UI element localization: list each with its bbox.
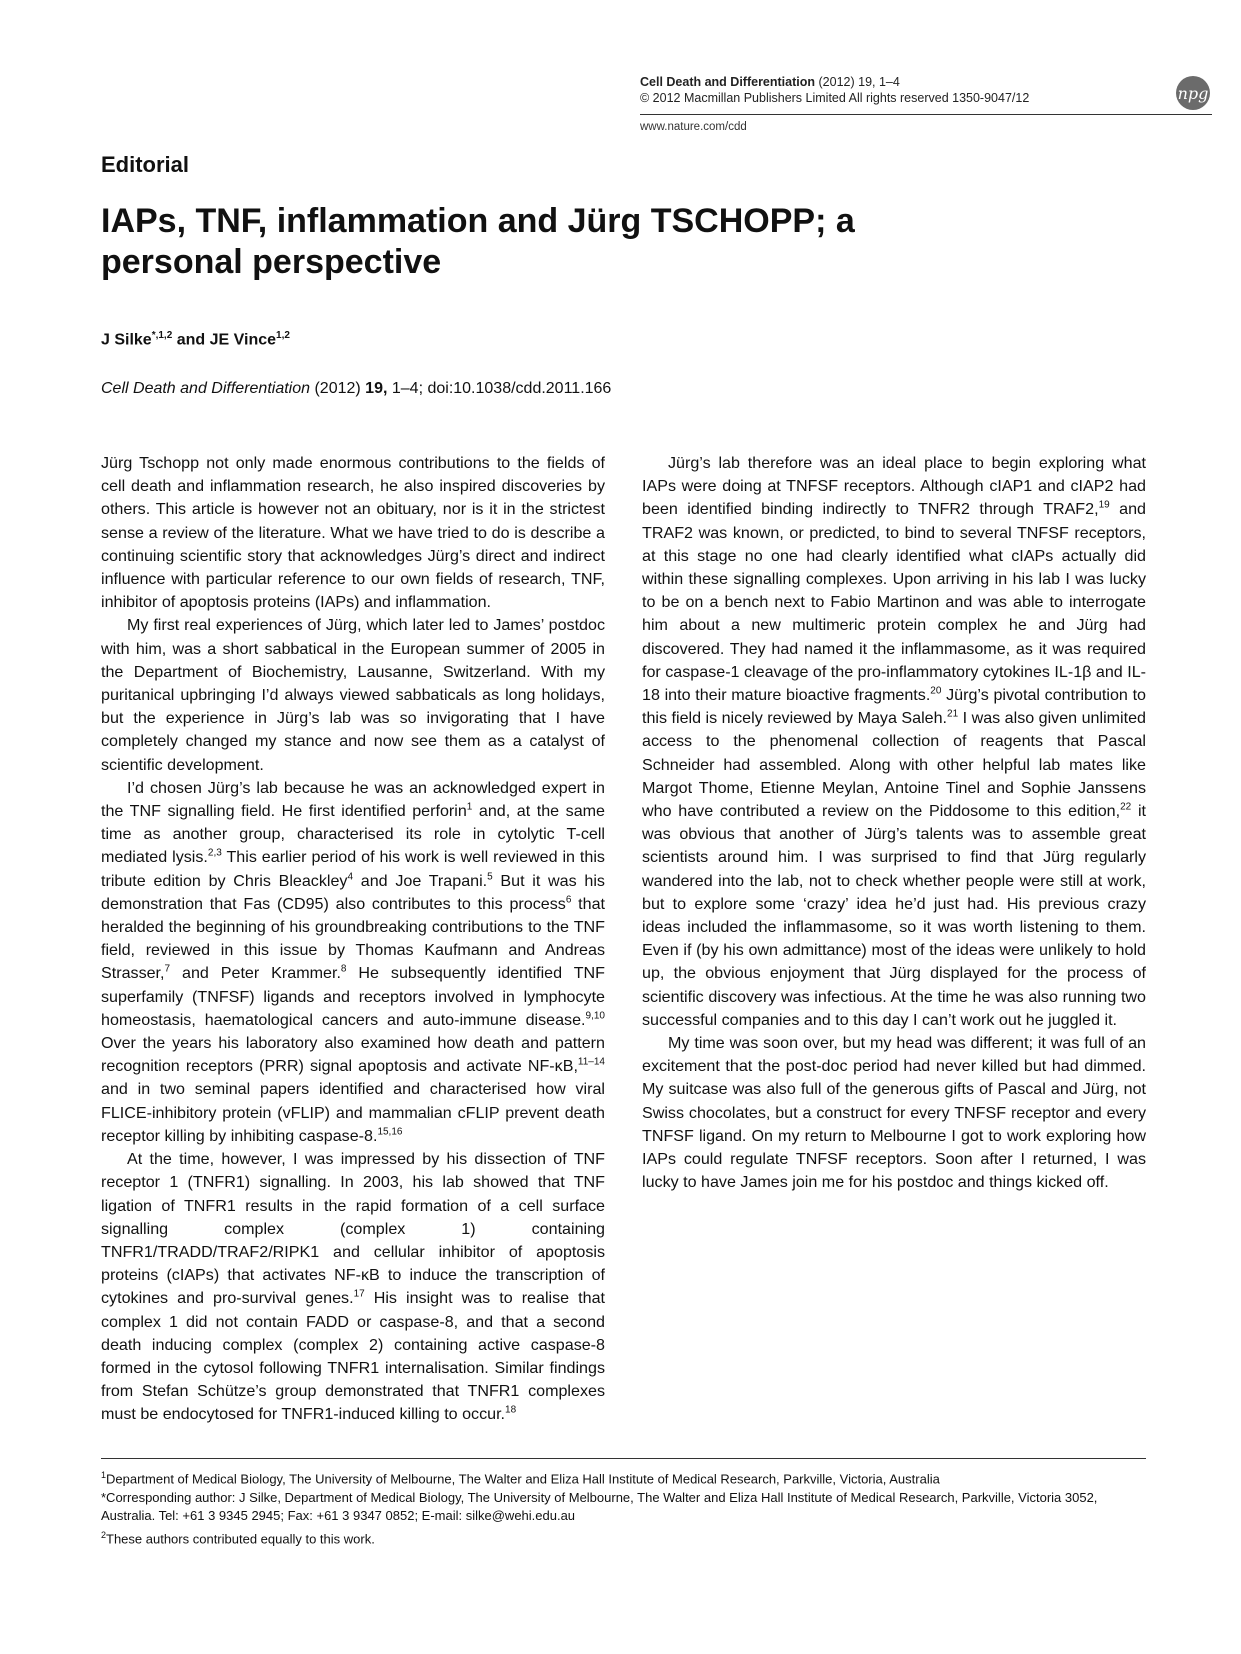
- paragraph-3: [101, 777, 605, 1148]
- paragraph-5: [642, 452, 1146, 1032]
- author-vince: and JE Vince: [176, 331, 277, 349]
- reference-marker[interactable]: 5: [487, 871, 493, 883]
- footnote-correspondence: *Corresponding author: J Silke, Department of Medical Biology, The University of Melbourne, The Walter and Eliza Hall Institute of Medical Research, Parkville, Victoria 3052, Australia. Tel: +61 3 9345 2945; Fax: +61 3 9347 0852; E-mail: silke@wehi.edu.au: [101, 1489, 1098, 1524]
- author-vince-affiliation: 1,2: [276, 330, 290, 341]
- citation-journal: Cell Death and Differentiation: [101, 380, 311, 397]
- reference-marker[interactable]: 22: [1120, 801, 1132, 813]
- journal-header: [640, 74, 1029, 106]
- text-run: Jürg’s pivotal contribution to this field is nicely reviewed by Maya Saleh.: [642, 686, 1147, 728]
- journal-url-link[interactable]: www.nature.com/cdd: [640, 121, 747, 133]
- footnotes: [101, 1466, 1146, 1549]
- citation-year: (2012): [314, 380, 361, 397]
- reference-marker[interactable]: 2,3: [207, 848, 222, 860]
- text-run: But it was his demonstration that Fas (CD95) also contributes to this process: [101, 871, 605, 913]
- reference-marker[interactable]: 7: [164, 964, 171, 976]
- paragraph-4: [101, 1148, 605, 1426]
- section-label: Editorial: [101, 152, 190, 177]
- paragraph-2: My first real experiences of Jürg, which later led to James’ postdoc with him, was a short sabbatical in the European summer of 2005 in the Department of Biochemistry, Lausanne, Switzerland. With my puritanical upbringing I’d always viewed sabbaticals as long holidays, but the experience in Jürg’s lab was so invigorating that I have completely changed my stance and now see them as a catalyst of scientific development.: [101, 616, 605, 774]
- text-run: and Peter Krammer.: [170, 964, 341, 983]
- header-divider: [640, 114, 1212, 115]
- reference-marker[interactable]: 9,10: [585, 1010, 605, 1022]
- author-silke: J Silke: [101, 331, 152, 349]
- paragraph-1: Jürg Tschopp not only made enormous contributions to the fields of cell death and inflammation research, he also inspired discoveries by others. This article is however not an obituary, nor is it in the strictest sense a review of the literature. What we have tried to do is describe a continuing scientific story that acknowledges Jürg’s direct and indirect influence with particular reference to our own fields of research, TNF, inhibitor of apoptosis proteins (IAPs) and inflammation.: [101, 454, 605, 612]
- footnote-equal-contribution: [101, 1526, 1146, 1549]
- text-run: At the time, however, I was impressed by his dissection of TNF receptor 1 (TNFR1) signalling. In 2003, his lab showed that TNF ligation of TNFR1 results in the rapid formation of a cell surface signalling complex (complex 1) containing TNFR1/TRADD/TRAF2/RIPK1 and cellular inhibitor of apoptosis proteins (cIAPs) that activates NF-κB to induce the transcription of cytokines and pro-survival genes.: [101, 1150, 605, 1308]
- body-column-right: [642, 452, 1146, 1195]
- footnote-marker: 2: [101, 1529, 107, 1540]
- text-run: Jürg’s lab therefore was an ideal place to begin exploring what IAPs were doing at TNFSF receptors. Although cIAP1 and cIAP2 had been identified binding indirectly to TNFR2 through TRAF2,: [642, 454, 1146, 519]
- reference-marker[interactable]: 21: [947, 708, 959, 720]
- citation-volume: 19,: [365, 380, 388, 397]
- citation-pages-doi: 1–4; doi:10.1038/cdd.2011.166: [391, 380, 612, 397]
- footnote-marker: 1: [101, 1470, 107, 1480]
- body-column-left: [101, 452, 605, 1427]
- copyright-line: © 2012 Macmillan Publishers Limited All rights reserved 1350-9047/12: [640, 91, 1030, 105]
- author-line: [101, 330, 290, 349]
- reference-marker[interactable]: 18: [505, 1404, 517, 1416]
- text-run: and, at the same time as another group, characterised its role in cytolytic T-cell mediated lysis.: [101, 802, 606, 867]
- text-run: and TRAF2 was known, or predicted, to bind to several TNFSF receptors, at this stage no one had clearly identified what cIAPs actually did within these signalling complexes. Upon arriving in his lab I was lucky to be on a bench next to Fabio Martinon and was able to interrogate him about a new multimeric protein complex he and Jürg had discovered. They had named it the inflammasome, as it was required for caspase-1 cleavage of the pro-inflammatory cytokines IL-1β and IL-18 into their mature bioactive fragments.: [642, 500, 1146, 705]
- footnote-text: These authors contributed equally to this work.: [106, 1531, 375, 1547]
- reference-marker[interactable]: 4: [347, 871, 354, 883]
- text-run: He subsequently identified TNF superfamily (TNFSF) ligands and receptors involved in lymphocyte homeostasis, haematological cancers and auto-immune disease.: [101, 964, 606, 1029]
- reference-marker[interactable]: 20: [930, 685, 942, 697]
- journal-name: Cell Death and Differentiation: [640, 75, 816, 89]
- reference-marker[interactable]: 6: [565, 894, 572, 906]
- reference-marker[interactable]: 15,16: [377, 1126, 403, 1138]
- reference-marker[interactable]: 19: [1098, 500, 1110, 512]
- footnote-text: Department of Medical Biology, The University of Melbourne, The Walter and Eliza Hall Institute of Medical Research, Parkville, Victoria, Australia: [106, 1471, 940, 1487]
- text-run: that heralded the beginning of his groundbreaking contributions to the TNF field, reviewed in this issue by Thomas Kaufmann and Andreas Strasser,: [101, 894, 605, 983]
- text-run: This earlier period of his work is well reviewed in this tribute edition by Chris Bleackley: [101, 848, 605, 890]
- text-run: His insight was to realise that complex 1 did not contain FADD or caspase-8, and that a second death inducing complex (complex 2) containing active caspase-8 formed in the cytosol following TNFR1 internalisation. Similar findings from Stefan Schütze’s group demonstrated that TNFR1 complexes must be endocytosed for TNFR1-induced killing to occur.: [101, 1289, 605, 1424]
- text-run: it was obvious that another of Jürg’s talents was to assemble great scientists around him. I was surprised to find that Jürg regularly wandered into the lab, not to check whether people were still at work, but to explore some ‘crazy’ idea he’d just had. His previous crazy ideas included the inflammasome, so it was worth listening to them. Even if (by his own admittance) most of the ideas were unlikely to hold up, the obvious enjoyment that Jürg displayed for the process of scientific discovery was infectious. At the time he was also running two successful companies and to this day I can’t work out he juggled it.: [642, 802, 1146, 1029]
- reference-marker[interactable]: 1: [466, 801, 473, 813]
- article-title: IAPs, TNF, inflammation and Jürg TSCHOPP; a personal perspective: [101, 202, 855, 281]
- footnote-divider: [101, 1458, 1146, 1459]
- journal-volume-info: (2012) 19, 1–4: [818, 75, 900, 89]
- text-run: and in two seminal papers identified and characterised how viral FLICE-inhibitory protein (vFLIP) and mammalian cFLIP prevent death receptor killing by inhibiting caspase-8.: [101, 1080, 605, 1145]
- text-run: Over the years his laboratory also examined how death and pattern recognition receptors (PRR) signal apoptosis and activate NF-κB,: [101, 1034, 605, 1076]
- reference-marker[interactable]: 11–14: [577, 1056, 605, 1068]
- text-run: I was also given unlimited access to the phenomenal collection of reagents that Pascal Schneider had assembled. Along with other helpful lab mates like Margot Thome, Etienne Meylan, Antoine Tinel and Sophie Janssens who have contributed a review on the Piddosome to this edition,: [642, 709, 1147, 821]
- npg-logo-icon: npg: [1176, 76, 1210, 110]
- article-citation: [101, 380, 611, 398]
- footnote-affiliation: [101, 1466, 1146, 1489]
- text-run: I’d chosen Jürg’s lab because he was an acknowledged expert in the TNF signalling field. He first identified perforin: [101, 778, 605, 821]
- reference-marker[interactable]: 8: [340, 964, 347, 976]
- journal-citation-line: [640, 74, 1029, 90]
- reference-marker[interactable]: 17: [353, 1288, 365, 1300]
- author-silke-affiliation: *,1,2: [151, 330, 173, 341]
- text-run: and Joe Trapani.: [353, 871, 488, 890]
- paragraph-6: My time was soon over, but my head was different; it was full of an excitement that the post-doc period had never killed but had dimmed. My suitcase was also full of the generous gifts of Pascal and Jürg, not Swiss chocolates, but a construct for every TNFSF receptor and every TNFSF ligand. On my return to Melbourne I got to work exploring how IAPs could regulate TNFSF receptors. Soon after I returned, I was lucky to have James join me for his postdoc and things kicked off.: [642, 1034, 1146, 1192]
